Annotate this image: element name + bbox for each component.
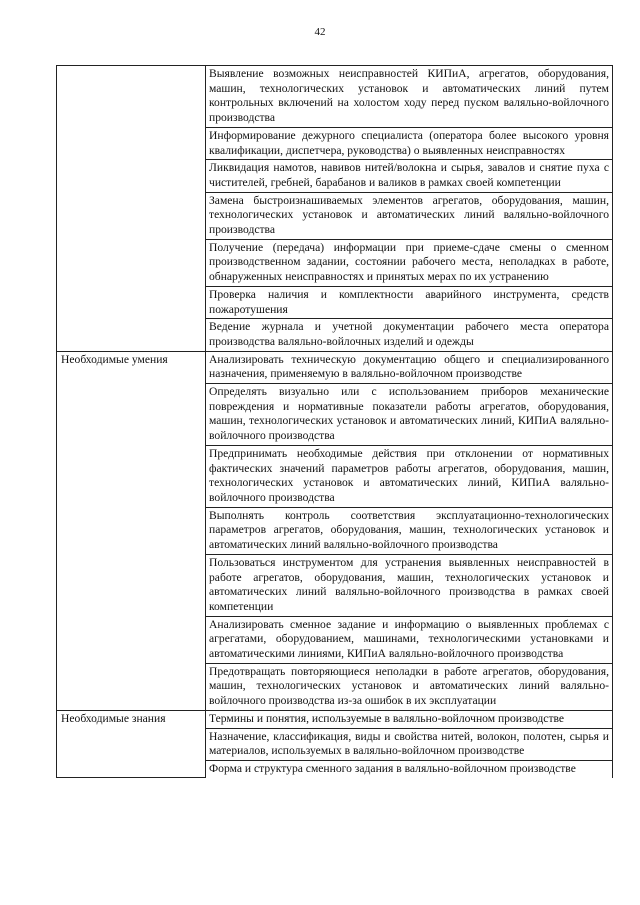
table-cell: Определять визуально или с использованием приборов механические повреждения и нормативные показатели работы агрегатов, оборудования, машин, технологических установок и автоматических линий, КИПиА валяльно-войлочного производства [206, 384, 613, 446]
table-row [57, 710, 613, 728]
table-cell: Ведение журнала и учетной документации рабочего места оператора производства валяльно-войлочных изделий и одежды [206, 319, 613, 351]
table-cell: Предпринимать необходимые действия при отклонении от нормативных фактических значений параметров работы агрегатов, оборудования, машин, технологических установок и автоматических линий, КИПиА валяльно-войлочного производства [206, 445, 613, 507]
table-cell: Предотвращать повторяющиеся неполадки в работе агрегатов, оборудования, машин, технологических установок и автоматических линий валяльно-войлочного производства из-за ошибок в их эксплуатации [206, 663, 613, 710]
table-cell: Выполнять контроль соответствия эксплуатационно-технологических параметров агрегатов, оборудования, машин, технологических установок и автоматических линий валяльно-войлочного производства [206, 507, 613, 554]
table-cell: Пользоваться инструментом для устранения выявленных неисправностей в работе агрегатов, оборудования, машин, технологических установок и автоматических линий валяльно-войлочного производства в рамках своей компетенции [206, 554, 613, 616]
table-cell: Анализировать сменное задание и информацию о выявленных проблемах с агрегатами, оборудованием, машинами, технологическими установками и автоматическими линиями, КИПиА валяльно-войлочного производства [206, 616, 613, 663]
section-label-knowledge: Необходимые знания [57, 710, 206, 777]
table-cell: Ликвидация намотов, навивов нитей/волокна и сырья, завалов и снятие пуха с чистителей, гребней, барабанов и валиков в рамках своей компетенции [206, 160, 613, 192]
table-row [57, 66, 613, 128]
table-cell: Форма и структура сменного задания в валяльно-войлочном производстве [206, 760, 613, 777]
table-cell: Назначение, классификация, виды и свойства нитей, волокон, полотен, сырья и материалов, используемых в валяльно-войлочном производстве [206, 728, 613, 760]
table-cell: Выявление возможных неисправностей КИПиА, агрегатов, оборудования, машин, технологических установок и автоматических линий путем контрольных включений на холостом ходу перед пуском валяльно-войлочного производства [206, 66, 613, 128]
section-label-skills: Необходимые умения [57, 351, 206, 710]
table-row [57, 351, 613, 383]
table-cell: Анализировать техническую документацию общего и специализированного назначения, применяемую в валяльно-войлочном производстве [206, 351, 613, 383]
table-cell: Проверка наличия и комплектности аварийного инструмента, средств пожаротушения [206, 286, 613, 318]
table-cell: Получение (передача) информации при приеме-сдаче смены о сменном производственном задании, состоянии рабочего места, неполадках в работе, обнаруженных неисправностях и принятых мерах по их устранению [206, 239, 613, 286]
professional-standard-table [56, 65, 613, 778]
section-label-cell [57, 66, 206, 352]
table-cell: Замена быстроизнашиваемых элементов агрегатов, оборудования, машин, технологических установок и автоматических линий валяльно-войлочного производства [206, 192, 613, 239]
page-number: 42 [314, 26, 326, 38]
table-cell: Информирование дежурного специалиста (оператора более высокого уровня квалификации, диспетчера, руководства) о выявленных неисправностях [206, 127, 613, 159]
table-cell: Термины и понятия, используемые в валяльно-войлочном производстве [206, 710, 613, 728]
